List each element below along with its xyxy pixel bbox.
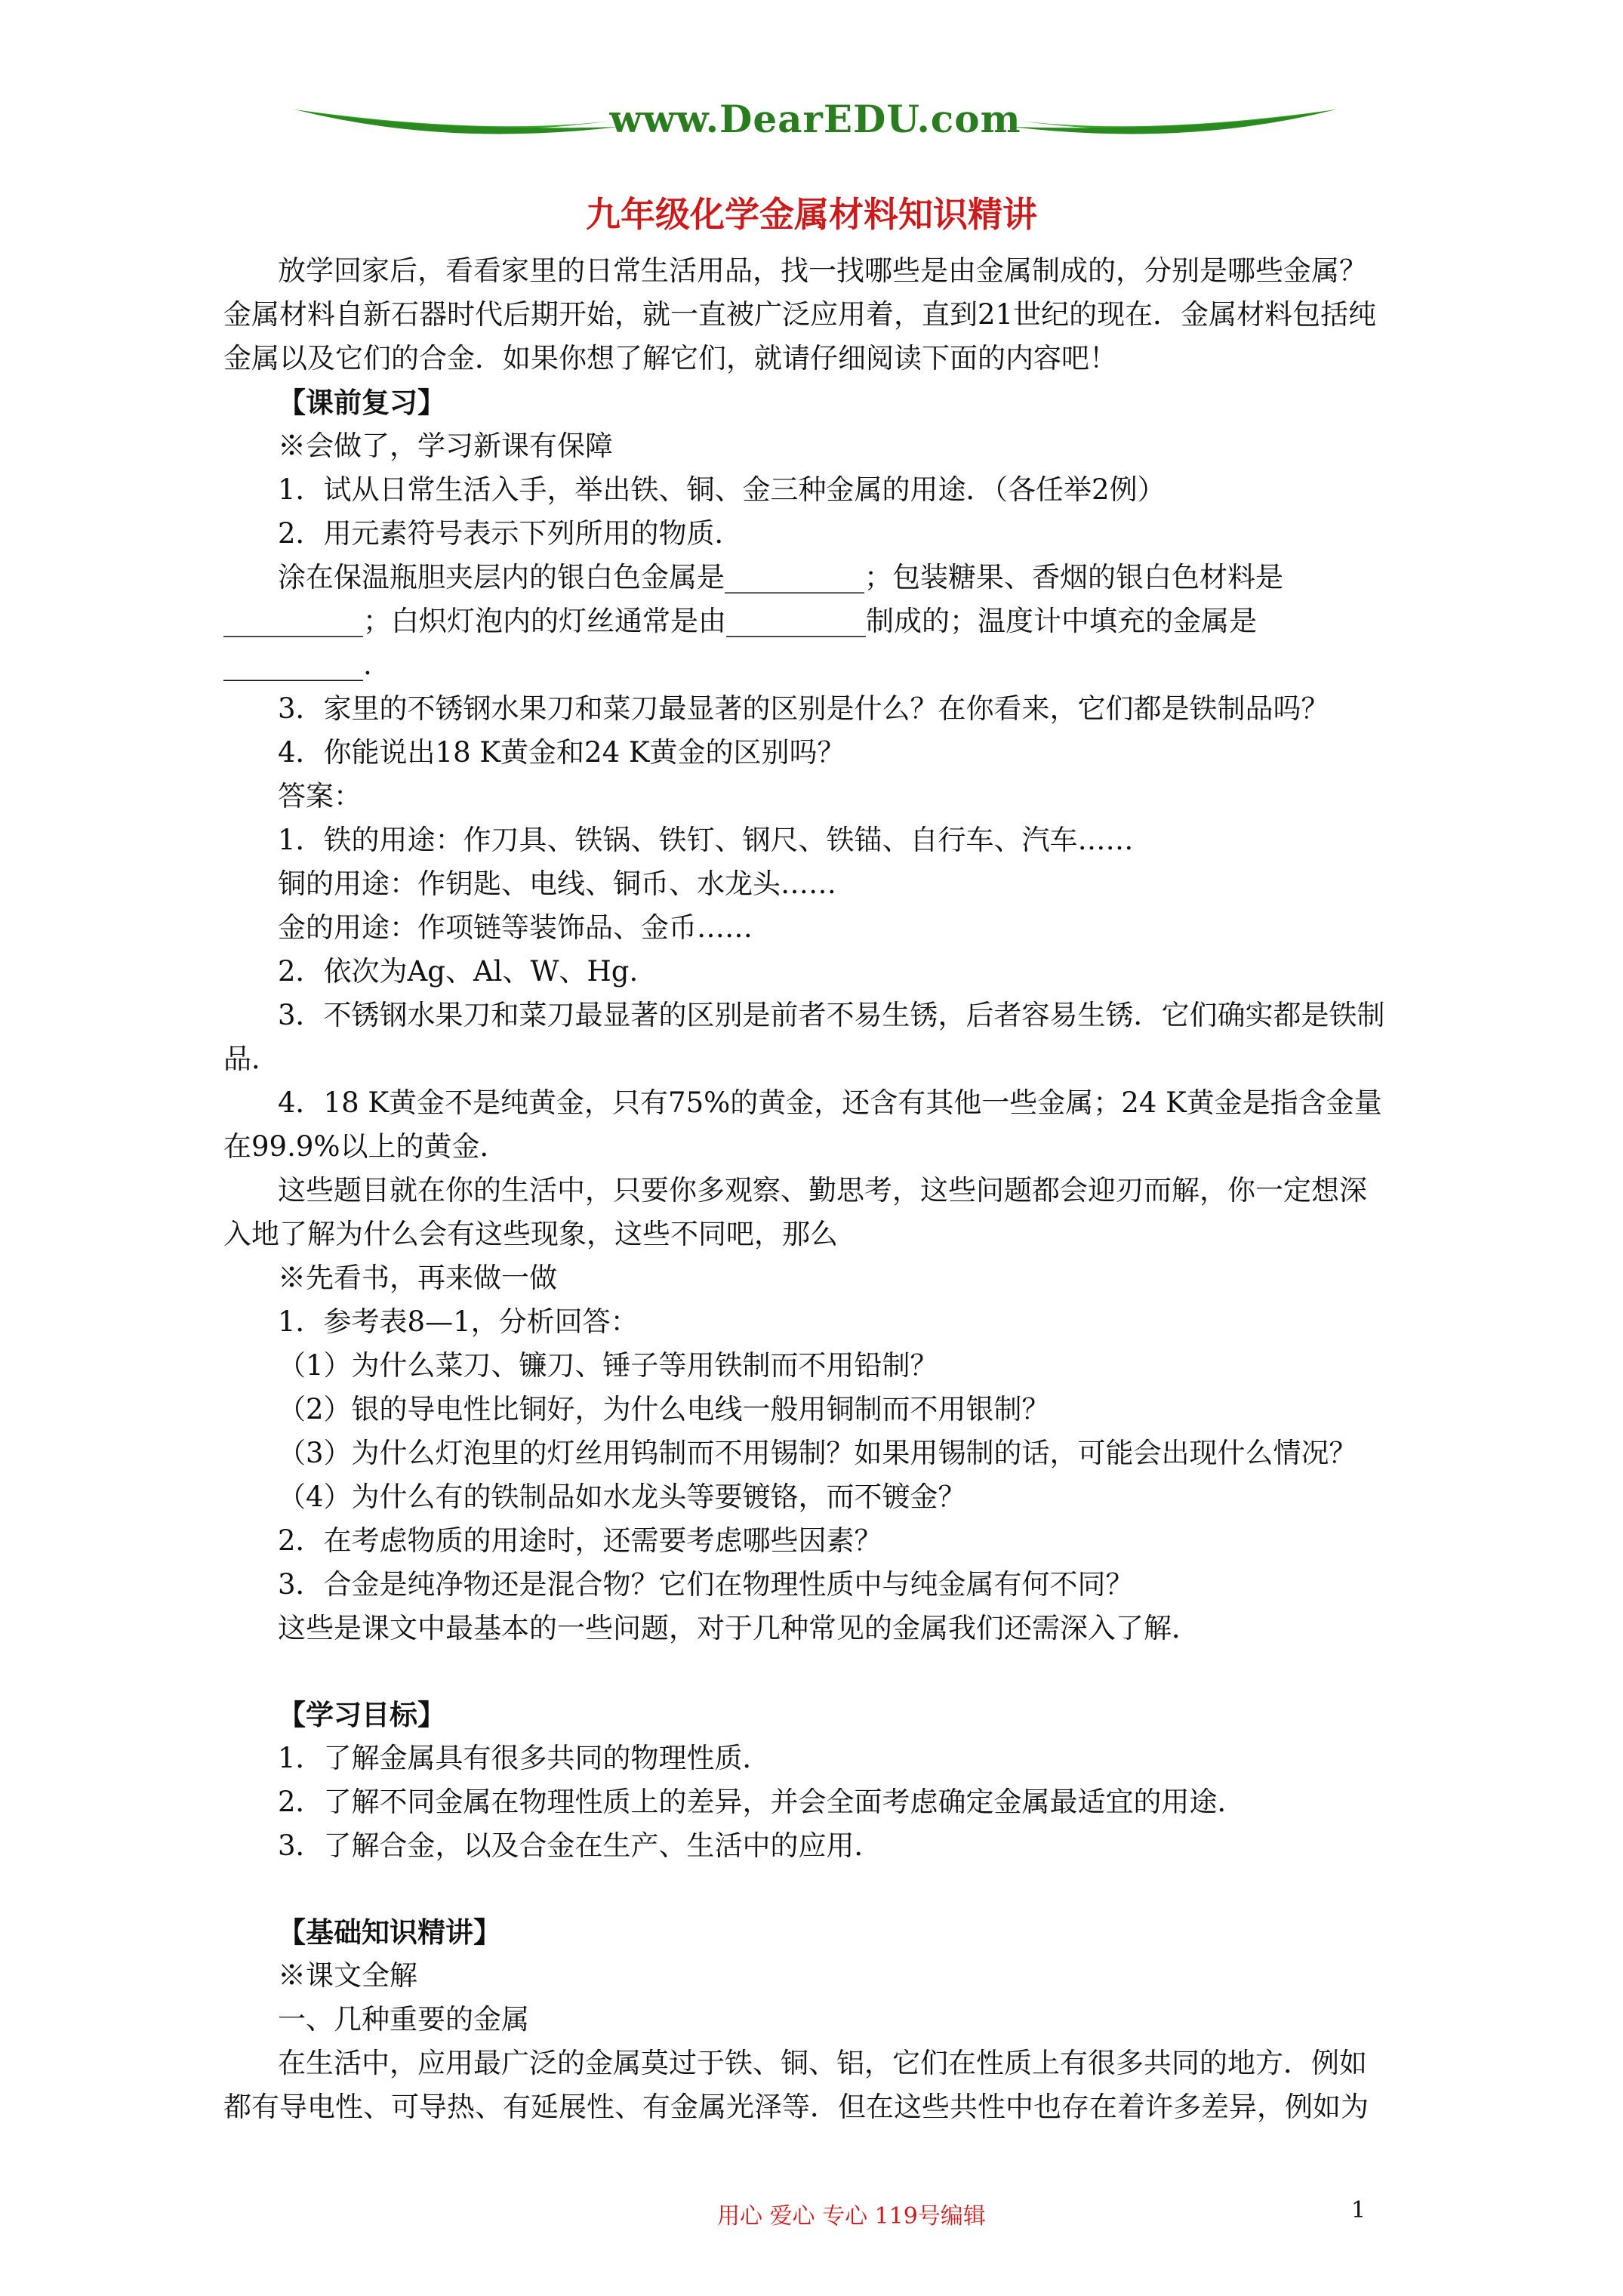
question-item: 2．在考虑物质的用途时，还需要考虑哪些因素？ <box>278 1524 882 1557</box>
paragraph-line: ※会做了，学习新课有保障 <box>278 430 613 462</box>
paragraph-line: 这些题目就在你的生活中，只要你多观察、勤思考，这些问题都会迎刃而解，你一定想深 <box>278 1174 1367 1207</box>
page-title: 九年级化学金属材料知识精讲 <box>586 194 1037 235</box>
answer-item: 3．不锈钢水果刀和菜刀最显著的区别是前者不易生锈，后者容易生锈．它们确实都是铁制 <box>278 999 1385 1031</box>
question-item: （4）为什么有的铁制品如水龙头等要镀铬，而不镀金？ <box>278 1481 966 1513</box>
question-item: （1）为什么菜刀、镰刀、锤子等用铁制而不用铅制？ <box>278 1349 938 1382</box>
site-banner-text: www.DearEDU.com <box>609 97 1021 141</box>
paragraph-line: ※先看书，再来做一做 <box>278 1262 557 1294</box>
subsection-heading: 一、几种重要的金属 <box>278 2003 529 2036</box>
paragraph-line: 金属以及它们的合金．如果你想了解它们，就请仔细阅读下面的内容吧！ <box>223 342 1117 374</box>
page-number: 1 <box>1351 2197 1366 2224</box>
answer-item: 铜的用途：作钥匙、电线、铜币、水龙头…… <box>278 868 836 900</box>
paragraph-line: 放学回家后，看看家里的日常生活用品，找一找哪些是由金属制成的，分别是哪些金属？ <box>278 254 1367 287</box>
paragraph-line: 涂在保温瓶胆夹层内的银白色金属是__________；包装糖果、香烟的银白色材料是 <box>278 561 1283 593</box>
paragraph-line: __________. <box>223 649 372 681</box>
question-item: 3．家里的不锈钢水果刀和菜刀最显著的区别是什么？在你看来，它们都是铁制品吗？ <box>278 692 1329 725</box>
answer-item: 4．18 K黄金不是纯黄金，只有75%的黄金，还含有其他一些金属；24 K黄金是指含金量 <box>278 1086 1382 1119</box>
answer-item: 品． <box>223 1043 279 1075</box>
paragraph-line: 入地了解为什么会有这些现象，这些不同吧，那么 <box>223 1218 838 1250</box>
objective-item: 1．了解金属具有很多共同的物理性质． <box>278 1742 771 1774</box>
objective-item: 2．了解不同金属在物理性质上的差异，并会全面考虑确定金属最适宜的用途． <box>278 1786 1246 1818</box>
paragraph-line: 都有导电性、可导热、有延展性、有金属光泽等．但在这些共性中也存在着许多差异，例如为 <box>223 2091 1369 2123</box>
question-item: （2）银的导电性比铜好，为什么电线一般用铜制而不用银制？ <box>278 1393 1050 1425</box>
paragraph-line: 这些是课文中最基本的一些问题，对于几种常见的金属我们还需深入了解． <box>278 1612 1200 1644</box>
section-heading: 【课前复习】 <box>278 386 445 419</box>
objective-item: 3．了解合金，以及合金在生产、生活中的应用． <box>278 1829 882 1862</box>
question-item: 2．用元素符号表示下列所用的物质． <box>278 517 743 550</box>
answer-item: 2．依次为Ag、Al、W、Hg. <box>278 955 639 988</box>
answer-item: 1．铁的用途：作刀具、铁锅、铁钉、钢尺、铁锚、自行车、汽车…… <box>278 824 1134 856</box>
section-heading: 【基础知识精讲】 <box>278 1915 501 1949</box>
section-heading: 【学习目标】 <box>278 1698 445 1731</box>
footer-slogan: 用心 爱心 专心 119号编辑 <box>717 2203 986 2230</box>
answer-item: 金的用途：作项链等装饰品、金币…… <box>278 911 753 944</box>
paragraph-line: ※课文全解 <box>278 1959 417 1992</box>
question-item: 1．试从日常生活入手，举出铁、铜、金三种金属的用途．（各任举2例） <box>278 473 1166 506</box>
paragraph-line: __________；白炽灯泡内的灯丝通常是由__________制成的；温度计中填充的金属是 <box>223 605 1257 637</box>
paragraph-line: 在生活中，应用最广泛的金属莫过于铁、铜、铝，它们在性质上有很多共同的地方．例如 <box>278 2047 1367 2079</box>
question-item: （3）为什么灯泡里的灯丝用钨制而不用锡制？如果用锡制的话，可能会出现什么情况？ <box>278 1437 1357 1469</box>
answer-item: 在99.9%以上的黄金． <box>223 1130 508 1163</box>
question-item: 4．你能说出18 K黄金和24 K黄金的区别吗？ <box>278 736 845 769</box>
answer-label: 答案： <box>278 780 362 812</box>
paragraph-line: 金属材料自新石器时代后期开始，就一直被广泛应用着，直到21世纪的现在．金属材料包括纯 <box>223 298 1377 331</box>
question-item: 1．参考表8—1，分析回答： <box>278 1305 639 1338</box>
question-item: 3．合金是纯净物还是混合物？它们在物理性质中与纯金属有何不同？ <box>278 1568 1134 1601</box>
site-banner <box>294 91 1336 159</box>
